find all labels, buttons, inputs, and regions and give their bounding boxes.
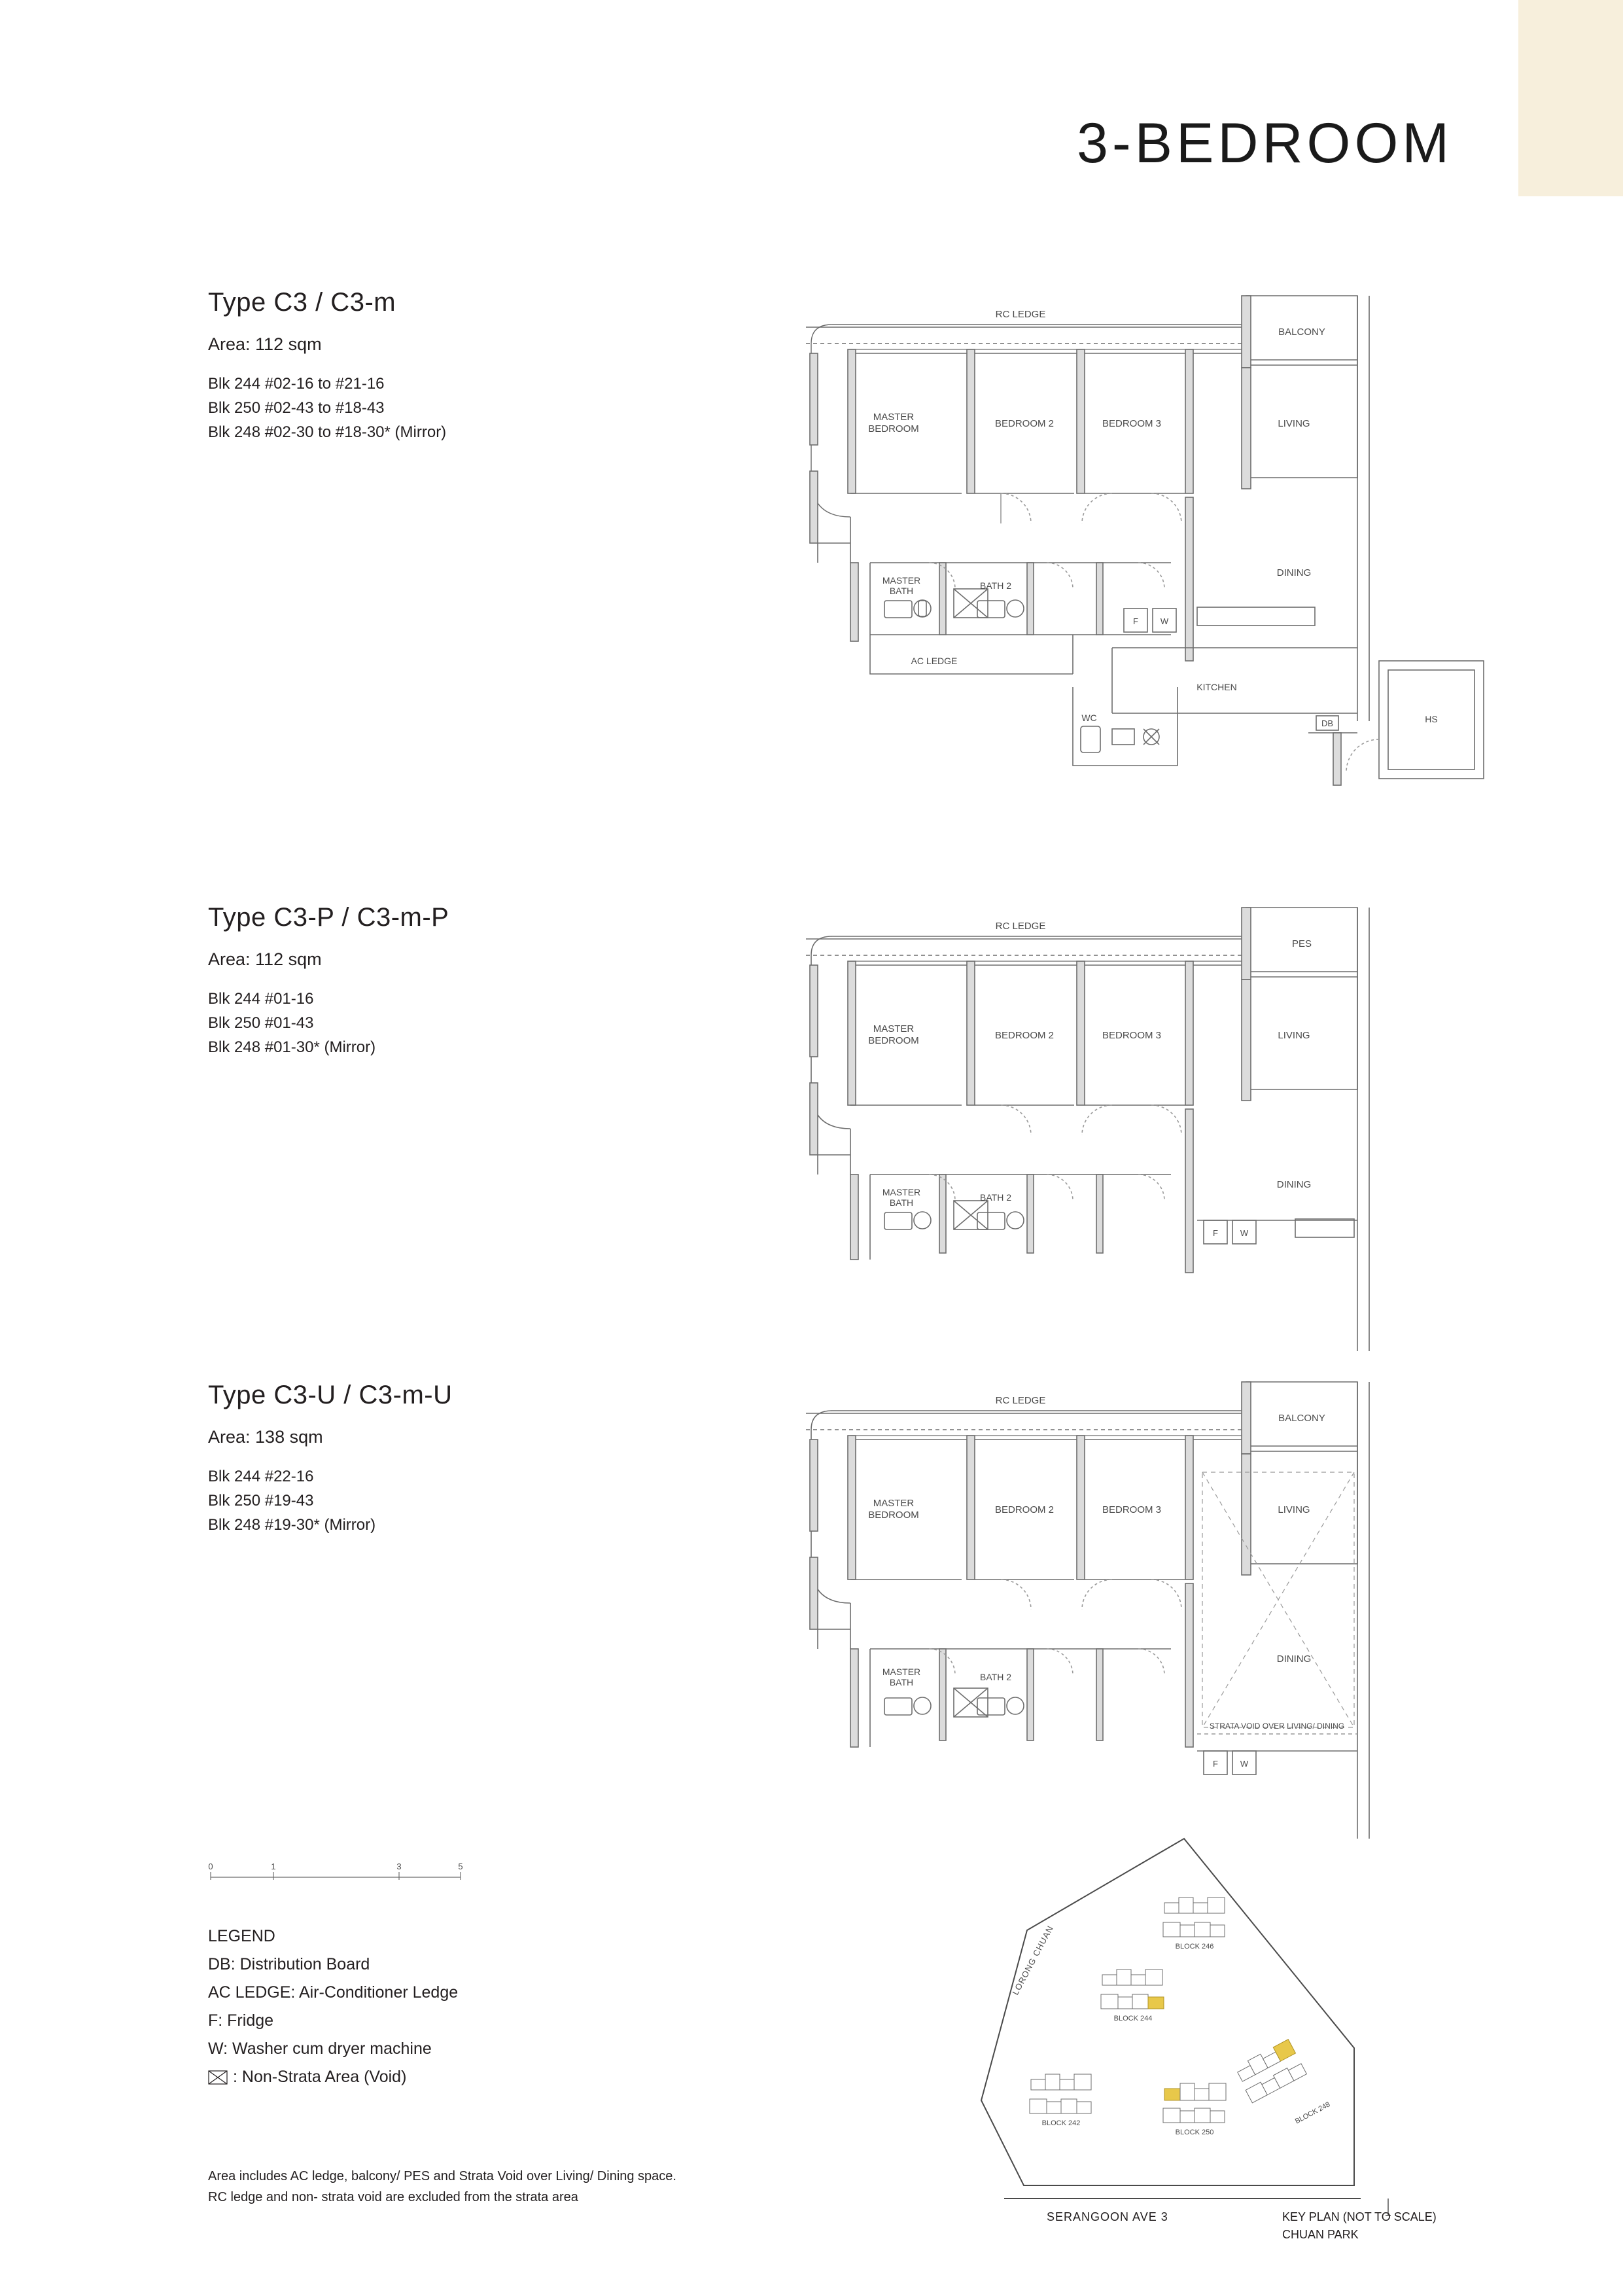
label-rc-ledge: RC LEDGE bbox=[995, 309, 1046, 320]
unit-block-line: Blk 250 #19-43 bbox=[208, 1492, 314, 1510]
label-pes: PES bbox=[1291, 938, 1312, 949]
unit-type-label: Type C3-U / C3-m-U bbox=[208, 1381, 453, 1409]
svg-text:BATH: BATH bbox=[889, 1677, 914, 1687]
unit-type-label: Type C3 / C3-m bbox=[208, 288, 396, 317]
legend-note-line: RC ledge and non- strata void are excluded from the strata area bbox=[208, 2190, 578, 2204]
keyplan-block-244-label: BLOCK 244 bbox=[1113, 2015, 1153, 2022]
keyplan-caption-line-2: CHUAN PARK bbox=[1282, 2228, 1359, 2241]
label-washer: W bbox=[1160, 616, 1169, 626]
floorplan-c3 bbox=[654, 281, 1524, 883]
key-plan bbox=[903, 1832, 1557, 2264]
scale-bar bbox=[208, 1862, 463, 1888]
label-bedroom-2: BEDROOM 2 bbox=[994, 418, 1055, 429]
unit-blocks bbox=[208, 987, 449, 1060]
legend-note-line: Area includes AC ledge, balcony/ PES and Strata Void over Living/ Dining space. bbox=[208, 2169, 676, 2183]
label-master-bath: MASTER bbox=[882, 1667, 921, 1677]
unit-area-label: Area: 138 sqm bbox=[208, 1427, 323, 1447]
label-db: DB bbox=[1321, 718, 1334, 728]
legend-item-fridge: F: Fridge bbox=[208, 2011, 274, 2030]
keyplan-caption-line-1: KEY PLAN (NOT TO SCALE) bbox=[1282, 2210, 1437, 2223]
label-master-bedroom: MASTER bbox=[873, 412, 915, 423]
label-fridge: F bbox=[1213, 1759, 1218, 1769]
label-bath-2: BATH 2 bbox=[980, 1192, 1011, 1203]
keyplan-road-serangoon: SERANGOON AVE 3 bbox=[1047, 2210, 1168, 2223]
keyplan-caption bbox=[1282, 2208, 1437, 2244]
label-bedroom-3: BEDROOM 3 bbox=[1102, 1030, 1162, 1041]
legend-title: LEGEND bbox=[208, 1927, 275, 1945]
legend-item-washer: W: Washer cum dryer machine bbox=[208, 2040, 432, 2058]
label-dining: DINING bbox=[1276, 1179, 1312, 1190]
label-washer: W bbox=[1240, 1759, 1249, 1769]
label-living: LIVING bbox=[1278, 418, 1310, 429]
label-balcony: BALCONY bbox=[1278, 1413, 1325, 1424]
label-master-bedroom: MASTER bbox=[873, 1023, 915, 1034]
keyplan-block-246 bbox=[1163, 1898, 1225, 1937]
unit-blocks bbox=[208, 372, 446, 445]
unit-block-line: Blk 248 #19-30* (Mirror) bbox=[208, 1516, 376, 1534]
legend-item-db: DB: Distribution Board bbox=[208, 1955, 370, 1973]
legend-item-void bbox=[208, 2068, 458, 2087]
legend-void-label: : Non-Strata Area (Void) bbox=[233, 2068, 407, 2086]
label-rc-ledge: RC LEDGE bbox=[995, 1395, 1046, 1406]
label-hs: HS bbox=[1425, 714, 1438, 724]
label-bath-2: BATH 2 bbox=[980, 1672, 1011, 1682]
label-bedroom-2: BEDROOM 2 bbox=[994, 1504, 1055, 1515]
unit-block-line: Blk 244 #02-16 to #21-16 bbox=[208, 375, 385, 393]
keyplan-road-lorong-chuan: LORONG CHUAN bbox=[1010, 1924, 1056, 1997]
unit-blocks bbox=[208, 1464, 453, 1538]
unit-area-label: Area: 112 sqm bbox=[208, 949, 322, 969]
label-living: LIVING bbox=[1278, 1030, 1310, 1041]
label-dining: DINING bbox=[1276, 1653, 1312, 1665]
floorplan-c3p bbox=[654, 893, 1524, 1351]
label-wc: WC bbox=[1081, 713, 1097, 723]
unit-info-c3p bbox=[208, 903, 449, 1060]
scale-tick-1: 1 bbox=[271, 1862, 276, 1871]
keyplan-block-250-label: BLOCK 250 bbox=[1175, 2128, 1214, 2136]
keyplan-block-248-label: BLOCK 248 bbox=[1293, 2100, 1332, 2126]
label-rc-ledge: RC LEDGE bbox=[995, 921, 1046, 932]
legend bbox=[208, 1927, 458, 2096]
label-living: LIVING bbox=[1278, 1504, 1310, 1515]
unit-type-label: Type C3-P / C3-m-P bbox=[208, 903, 449, 932]
label-master-bedroom: MASTER bbox=[873, 1498, 915, 1509]
unit-block-line: Blk 250 #01-43 bbox=[208, 1014, 314, 1033]
site-boundary bbox=[981, 1839, 1354, 2185]
keyplan-block-250 bbox=[1163, 2083, 1226, 2123]
keyplan-block-248 bbox=[1234, 2040, 1306, 2103]
scale-tick-3: 3 bbox=[396, 1862, 402, 1871]
svg-text:BEDROOM: BEDROOM bbox=[868, 1035, 919, 1046]
label-washer: W bbox=[1240, 1228, 1249, 1238]
label-kitchen: KITCHEN bbox=[1196, 682, 1237, 692]
unit-block-line: Blk 250 #02-43 to #18-43 bbox=[208, 399, 385, 417]
label-bedroom-3: BEDROOM 3 bbox=[1102, 418, 1162, 429]
label-master-bath: MASTER bbox=[882, 575, 921, 586]
legend-note bbox=[208, 2166, 676, 2208]
label-strata-void: STRATA VOID OVER LIVING/ DINING bbox=[1209, 1722, 1345, 1731]
legend-item-ac-ledge: AC LEDGE: Air-Conditioner Ledge bbox=[208, 1983, 459, 2002]
page-title: 3-BEDROOM bbox=[1077, 112, 1453, 175]
svg-text:BATH: BATH bbox=[889, 586, 914, 596]
label-fridge: F bbox=[1213, 1228, 1218, 1238]
label-bath-2: BATH 2 bbox=[980, 580, 1011, 591]
svg-text:BEDROOM: BEDROOM bbox=[868, 1510, 919, 1521]
keyplan-block-244 bbox=[1101, 1969, 1164, 2009]
scale-tick-0: 0 bbox=[208, 1862, 213, 1871]
label-master-bath: MASTER bbox=[882, 1187, 921, 1197]
corner-accent-tab bbox=[1518, 0, 1623, 196]
label-balcony: BALCONY bbox=[1278, 327, 1325, 338]
unit-block-line: Blk 248 #02-30 to #18-30* (Mirror) bbox=[208, 423, 447, 442]
keyplan-highlight-250 bbox=[1164, 2089, 1180, 2100]
unit-block-line: Blk 244 #22-16 bbox=[208, 1468, 314, 1485]
label-dining: DINING bbox=[1276, 567, 1312, 578]
keyplan-highlight-244 bbox=[1148, 1997, 1164, 2009]
keyplan-block-242 bbox=[1030, 2074, 1091, 2113]
label-bedroom-2: BEDROOM 2 bbox=[994, 1030, 1055, 1041]
unit-info-c3u bbox=[208, 1381, 453, 1538]
svg-text:BATH: BATH bbox=[889, 1197, 914, 1208]
keyplan-block-246-label: BLOCK 246 bbox=[1175, 1943, 1214, 1951]
unit-block-line: Blk 248 #01-30* (Mirror) bbox=[208, 1038, 376, 1057]
floorplan-c3u bbox=[654, 1368, 1524, 1839]
scale-tick-5: 5 bbox=[458, 1862, 463, 1871]
unit-info-c3 bbox=[208, 288, 446, 445]
label-fridge: F bbox=[1133, 616, 1138, 626]
unit-block-line: Blk 244 #01-16 bbox=[208, 990, 314, 1008]
label-ac-ledge: AC LEDGE bbox=[911, 656, 958, 666]
svg-text:BEDROOM: BEDROOM bbox=[868, 423, 919, 434]
void-icon bbox=[208, 2070, 228, 2085]
keyplan-block-242-label: BLOCK 242 bbox=[1041, 2119, 1081, 2127]
label-bedroom-3: BEDROOM 3 bbox=[1102, 1504, 1162, 1515]
unit-area-label: Area: 112 sqm bbox=[208, 334, 322, 354]
